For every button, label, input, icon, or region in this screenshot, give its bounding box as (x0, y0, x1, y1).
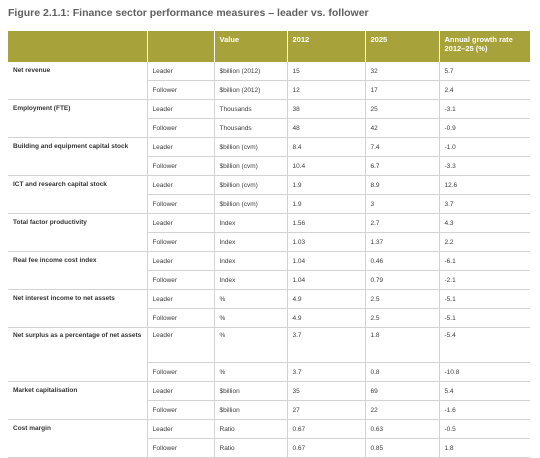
table-row (8, 252, 530, 271)
cell-growth: 2.2 (439, 233, 530, 252)
cell-value-unit: Ratio (214, 439, 287, 458)
cell-type: Leader (147, 420, 214, 439)
performance-table (8, 31, 530, 458)
cell-measure (8, 81, 147, 100)
cell-type: Follower (147, 119, 214, 138)
cell-value-unit: % (214, 328, 287, 363)
cell-type: Follower (147, 81, 214, 100)
cell-growth: -2.1 (439, 271, 530, 290)
cell-growth: -5.4 (439, 328, 530, 363)
cell-2012: 3.7 (287, 328, 365, 363)
cell-measure: Building and equipment capital stock (13, 143, 129, 151)
cell-2025: 8.9 (365, 176, 439, 195)
cell-growth: 5.7 (439, 62, 530, 81)
cell-2025: 6.7 (365, 157, 439, 176)
table-row (8, 382, 530, 401)
table-row (8, 195, 530, 214)
table-row (8, 233, 530, 252)
cell-measure (8, 271, 147, 290)
cell-measure (8, 363, 147, 382)
cell-growth: 2.4 (439, 81, 530, 100)
cell-measure: Total factor productivity (13, 219, 87, 227)
header-type (147, 31, 214, 62)
cell-2025: 2.5 (365, 309, 439, 328)
cell-2025: 42 (365, 119, 439, 138)
cell-2012: 4.9 (287, 290, 365, 309)
cell-value-unit: Index (214, 233, 287, 252)
cell-growth: 5.4 (439, 382, 530, 401)
figure-title: Figure 2.1.1: Finance sector performance measures – leader vs. follower (8, 7, 369, 19)
cell-type: Follower (147, 309, 214, 328)
cell-2012: 27 (287, 401, 365, 420)
table-row (8, 100, 530, 119)
cell-2012: 12 (287, 81, 365, 100)
cell-2025: 1.8 (365, 328, 439, 363)
table-row (8, 401, 530, 420)
cell-growth: -0.5 (439, 420, 530, 439)
cell-value-unit: Index (214, 252, 287, 271)
cell-type: Follower (147, 363, 214, 382)
cell-measure: ICT and research capital stock (13, 181, 107, 189)
cell-value-unit: $billion (cvm) (214, 138, 287, 157)
header-value: Value (214, 31, 287, 62)
cell-measure (8, 309, 147, 328)
cell-type: Leader (147, 138, 214, 157)
cell-2012: 1.04 (287, 252, 365, 271)
cell-value-unit: $billion (2012) (214, 81, 287, 100)
cell-measure (8, 401, 147, 420)
cell-type: Leader (147, 252, 214, 271)
cell-type: Follower (147, 195, 214, 214)
cell-measure: Market capitalisation (13, 387, 78, 395)
cell-2025: 2.5 (365, 290, 439, 309)
table-row (8, 214, 530, 233)
cell-value-unit: % (214, 363, 287, 382)
cell-2012: 1.9 (287, 176, 365, 195)
cell-measure (8, 439, 147, 458)
cell-measure (8, 195, 147, 214)
cell-growth: 3.7 (439, 195, 530, 214)
cell-growth: 12.6 (439, 176, 530, 195)
table-row (8, 138, 530, 157)
cell-growth: 1.8 (439, 439, 530, 458)
cell-type: Follower (147, 439, 214, 458)
cell-2012: 4.9 (287, 309, 365, 328)
cell-2012: 1.56 (287, 214, 365, 233)
cell-growth: 4.3 (439, 214, 530, 233)
cell-growth: -0.9 (439, 119, 530, 138)
cell-type: Leader (147, 214, 214, 233)
table-row (8, 157, 530, 176)
cell-2012: 35 (287, 382, 365, 401)
cell-value-unit: $billion (214, 382, 287, 401)
table-row (8, 62, 530, 81)
cell-2025: 25 (365, 100, 439, 119)
cell-2025: 0.85 (365, 439, 439, 458)
cell-2025: 0.8 (365, 363, 439, 382)
cell-2025: 69 (365, 382, 439, 401)
table-row (8, 420, 530, 439)
cell-2025: 2.7 (365, 214, 439, 233)
cell-type: Leader (147, 100, 214, 119)
cell-measure: Employment (FTE) (13, 105, 71, 113)
cell-2025: 32 (365, 62, 439, 81)
cell-2012: 0.67 (287, 439, 365, 458)
cell-measure (8, 233, 147, 252)
cell-2025: 22 (365, 401, 439, 420)
cell-value-unit: $billion (cvm) (214, 157, 287, 176)
cell-2012: 0.67 (287, 420, 365, 439)
header-2025: 2025 (365, 31, 439, 62)
cell-2025: 3 (365, 195, 439, 214)
cell-value-unit: $billion (214, 401, 287, 420)
cell-2025: 0.63 (365, 420, 439, 439)
cell-type: Leader (147, 176, 214, 195)
cell-growth: -1.0 (439, 138, 530, 157)
cell-type: Follower (147, 233, 214, 252)
cell-2012: 1.9 (287, 195, 365, 214)
cell-type: Leader (147, 328, 214, 363)
cell-2012: 1.03 (287, 233, 365, 252)
table-body (8, 62, 530, 458)
cell-type: Follower (147, 157, 214, 176)
cell-value-unit: Index (214, 214, 287, 233)
cell-value-unit: % (214, 309, 287, 328)
table-row (8, 439, 530, 458)
cell-2025: 1.37 (365, 233, 439, 252)
cell-measure: Cost margin (13, 425, 51, 433)
table-row (8, 271, 530, 290)
cell-value-unit: Thousands (214, 100, 287, 119)
cell-2012: 38 (287, 100, 365, 119)
cell-2025: 17 (365, 81, 439, 100)
table-row (8, 81, 530, 100)
cell-value-unit: Ratio (214, 420, 287, 439)
cell-value-unit: Thousands (214, 119, 287, 138)
table-header-row (8, 31, 530, 62)
table-row (8, 119, 530, 138)
header-growth: Annual growth rate 2012–25 (%) (439, 31, 530, 62)
cell-type: Leader (147, 62, 214, 81)
cell-measure (8, 119, 147, 138)
table-row (8, 328, 530, 363)
cell-measure: Real fee income cost index (13, 257, 97, 265)
cell-value-unit: Index (214, 271, 287, 290)
table-row (8, 176, 530, 195)
cell-value-unit: $billion (cvm) (214, 195, 287, 214)
header-2012: 2012 (287, 31, 365, 62)
cell-type: Follower (147, 271, 214, 290)
cell-2012: 15 (287, 62, 365, 81)
cell-2012: 10.4 (287, 157, 365, 176)
cell-growth: -10.8 (439, 363, 530, 382)
cell-type: Follower (147, 401, 214, 420)
table-row (8, 363, 530, 382)
cell-measure: Net revenue (13, 67, 51, 75)
cell-growth: -3.3 (439, 157, 530, 176)
cell-type: Leader (147, 382, 214, 401)
cell-measure (8, 157, 147, 176)
cell-measure: Net interest income to net assets (13, 295, 115, 303)
cell-growth: -5.1 (439, 290, 530, 309)
cell-growth: -6.1 (439, 252, 530, 271)
header-measure (8, 31, 147, 62)
cell-2025: 0.79 (365, 271, 439, 290)
cell-value-unit: % (214, 290, 287, 309)
cell-2012: 8.4 (287, 138, 365, 157)
cell-value-unit: $billion (cvm) (214, 176, 287, 195)
cell-2012: 48 (287, 119, 365, 138)
cell-2012: 3.7 (287, 363, 365, 382)
cell-2012: 1.04 (287, 271, 365, 290)
cell-growth: -5.1 (439, 309, 530, 328)
cell-2025: 0.46 (365, 252, 439, 271)
cell-value-unit: $billion (2012) (214, 62, 287, 81)
cell-growth: -1.6 (439, 401, 530, 420)
cell-2025: 7.4 (365, 138, 439, 157)
cell-type: Leader (147, 290, 214, 309)
cell-growth: -3.1 (439, 100, 530, 119)
cell-measure: Net surplus as a percentage of net assets (13, 332, 142, 339)
table-row (8, 290, 530, 309)
table-row (8, 309, 530, 328)
